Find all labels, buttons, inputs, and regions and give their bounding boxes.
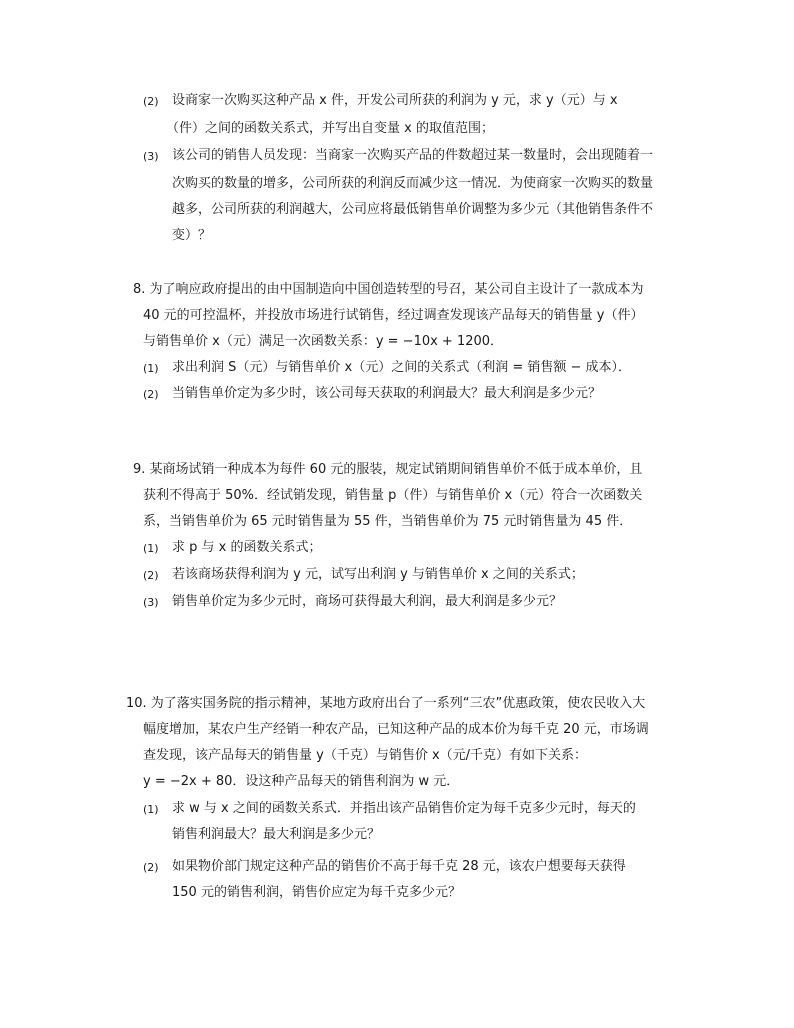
p10-q1-line1: 求 w 与 x 之间的函数关系式．并指出该产品销售价定为每千克多少元时，每天的 bbox=[172, 801, 636, 816]
p7-q2-number: (2) bbox=[143, 95, 159, 108]
p7-q2-line1: 设商家一次购买这种产品 x 件，开发公司所获的利润为 y 元，求 y（元）与 x bbox=[172, 93, 618, 108]
p8-q2-text: 当销售单价定为多少时，该公司每天获取的利润最大？最大利润是多少元？ bbox=[172, 386, 602, 401]
p8-q1-text: 求出利润 S（元）与销售单价 x（元）之间的关系式（利润 = 销售额 − 成本）． bbox=[172, 360, 632, 375]
p10-q1-number: (1) bbox=[143, 803, 159, 816]
p10-stem-line4: y = −2x + 80．设这种产品每天的销售利润为 w 元． bbox=[143, 774, 460, 789]
p9-q2-number: (2) bbox=[143, 569, 159, 582]
p9-q2-text: 若该商场获得利润为 y 元，试写出利润 y 与销售单价 x 之间的关系式； bbox=[172, 567, 584, 582]
p10-stem-line1: 10. 为了落实国务院的指示精神，某地方政府出台了一系列“三农”优惠政策，使农民收入大 bbox=[126, 696, 646, 711]
p10-q2-line1: 如果物价部门规定这种产品的销售价不高于每千克 28 元，该农户想要每天获得 bbox=[172, 859, 626, 874]
p8-q1-number: (1) bbox=[143, 362, 159, 375]
p8-stem-line1: 8. 为了响应政府提出的由中国制造向中国创造转型的号召，某公司自主设计了一款成本为 bbox=[133, 282, 644, 297]
p7-q3-number: (3) bbox=[143, 150, 159, 163]
p10-stem-line2: 幅度增加，某农户生产经销一种农产品，已知这种产品的成本价为每千克 20 元，市场调 bbox=[143, 722, 649, 737]
p7-q2-line2: （件）之间的函数关系式，并写出自变量 x 的取值范围； bbox=[166, 121, 494, 136]
p8-stem-line2: 40 元的可控温杯，并投放市场进行试销售，经过调查发现该产品每天的销售量 y（件） bbox=[143, 308, 644, 323]
p10-q2-number: (2) bbox=[143, 861, 159, 874]
p10-q1-line2: 销售利润最大？最大利润是多少元？ bbox=[172, 827, 381, 842]
p9-q1-number: (1) bbox=[143, 542, 159, 555]
p8-stem-line3: 与销售单价 x（元）满足一次函数关系：y = −10x + 1200． bbox=[143, 334, 504, 349]
p10-q2-line2: 150 元的销售利润，销售价应定为每千克多少元？ bbox=[172, 885, 461, 900]
p7-q3-line4: 变）？ bbox=[172, 228, 212, 243]
p9-stem-line2: 获利不得高于 50%．经试销发现，销售量 p（件）与销售单价 x（元）符合一次函数关 bbox=[143, 488, 643, 503]
p9-q3-text: 销售单价定为多少元时，商场可获得最大利润，最大利润是多少元？ bbox=[172, 594, 563, 609]
p8-q2-number: (2) bbox=[143, 388, 159, 401]
p7-q3-line1: 该公司的销售人员发现：当商家一次购买产品的件数超过某一数量时，会出现随着一 bbox=[172, 148, 654, 163]
p10-stem-line3: 查发现，该产品每天的销售量 y（千克）与销售价 x（元/千克）有如下关系： bbox=[143, 748, 588, 763]
p9-stem-line1: 9. 某商场试销一种成本为每件 60 元的服装，规定试销期间销售单价不低于成本单价，且 bbox=[133, 462, 643, 477]
p7-q3-line2: 次购买的数量的增多，公司所获的利润反而减少这一情况．为使商家一次购买的数量 bbox=[172, 176, 654, 191]
p7-q3-line3: 越多，公司所获的利润越大，公司应将最低销售单价调整为多少元（其他销售条件不 bbox=[172, 202, 654, 217]
p9-stem-line3: 系，当销售单价为 65 元时销售量为 55 件，当销售单价为 75 元时销售量为 45 件． bbox=[143, 514, 633, 529]
p9-q1-text: 求 p 与 x 的函数关系式； bbox=[172, 540, 322, 555]
p9-q3-number: (3) bbox=[143, 596, 159, 609]
